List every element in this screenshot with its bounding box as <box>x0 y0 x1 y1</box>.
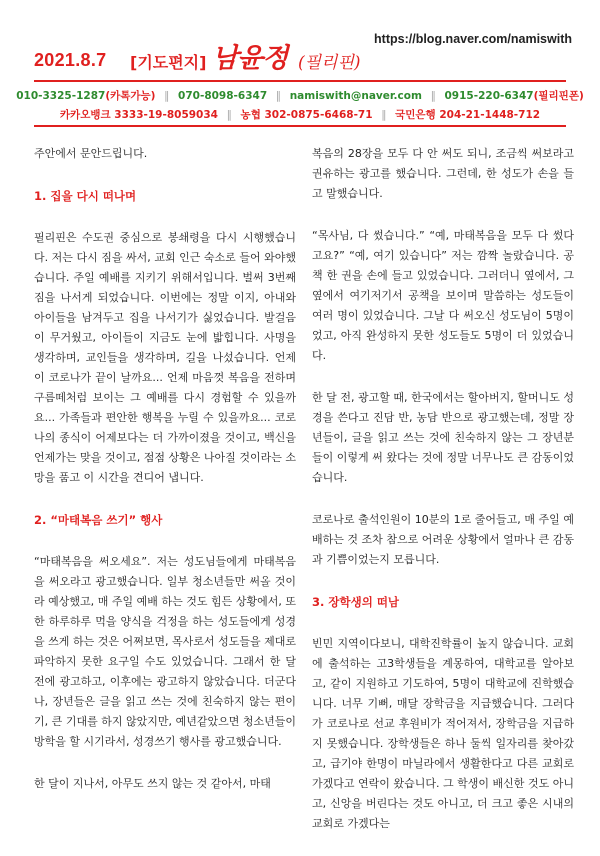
contact-row-phones <box>0 88 600 103</box>
phone-mobile: 010-3325-1287 <box>16 90 106 102</box>
separator: ‖ <box>164 90 170 102</box>
phone-philippines-note: (필리핀폰) <box>533 90 584 102</box>
separator: ‖ <box>430 90 436 102</box>
phone-philippines: 0915-220-6347 <box>444 90 534 102</box>
section-1-title: 1. 집을 다시 떠나며 <box>34 189 137 203</box>
phone-internet: 070-8098-6347 <box>178 90 268 102</box>
letter-type-tag: [기도편지] <box>130 53 207 72</box>
separator: ‖ <box>381 109 387 121</box>
bank-nonghyup: 농협 302-0875-6468-71 <box>240 109 373 121</box>
separator: ‖ <box>226 109 232 121</box>
section-3-title: 3. 장학생의 떠남 <box>312 595 400 609</box>
letter-header <box>0 0 600 132</box>
section-3-paragraph: 빈민 지역이다보니, 대학진학률이 높지 않습니다. 교회에 출석하는 고3학생들을 계몽하여, 대학교를 알아보고, 같이 지원하고 기도하여, 5명이 대학교에 진학했습니다. 너무 기뻐, 매달 장학금을 지급했습니다. 그러다가 코로나로 선교 후원비가 적어져서, 장학금을 지급하지 못했습니다. 장학생들은 하나 둘씩 일자리를 찾아갔고, 급기야 한명이 마닐라에서 생활한다고 다른 교회로 가겠다고 연락이 왔습니다. 그 학생이 배신한 것도 아니고, 신앙을 버린다는 것도 아니고, 더 크고 좋은 시내의 교회로 가겠다는 <box>312 637 574 830</box>
right-column <box>312 144 574 856</box>
contact-row-banks <box>0 107 600 122</box>
blog-url[interactable]: https://blog.naver.com/namiswith <box>374 32 572 46</box>
author-name: 남윤정 <box>212 43 288 74</box>
section-2-paragraph-6: 코로나로 출석인원이 10분의 1로 줄어들고, 매 주일 예배하는 것 조차 참으로 어려운 상황에서 얼마나 큰 감동과 기쁨이었는지 모릅니다. <box>312 513 574 566</box>
author-location: (필리핀) <box>298 53 361 73</box>
section-1-paragraph: 필리핀은 수도권 중심으로 봉쇄령을 다시 시행했습니다. 저는 다시 짐을 싸서, 교회 인근 숙소로 들어 와야했습니다. 주일 예배를 지키기 위해서입니다. 벌써 3번째 짐을 나서게 되었습니다. 이번에는 정말 이지, 아내와 아이들을 남겨두고 집을 나서기가 싫었습니다. 발걸음이 무거웠고, 아이들이 지금도 눈에 밟힙니다. 사명을 생각하며, 교인들을 생각하며, 길을 나섰습니다. 언제 이 코로나가 끝이 날까요... 언제 마음껏 복음을 전하며 구름떼처럼 보이는 그 예배를 다시 경험할 수 있을까요... 가족들과 편안한 행복을 누릴 수 있을까요... 코로나의 종식이 어제보다는 더 가까이졌을 것이고, 백신을 언제가는 맞을 것이고, 점점 상황은 나아질 것이라는 소망을 품고 이 시간을 견디어 냅니다. <box>34 231 296 484</box>
letter-date: 2021.8.7 <box>34 50 107 70</box>
section-2-paragraph-2: 한 달이 지나서, 아무도 쓰지 않는 것 같아서, 마태 <box>34 777 271 790</box>
email-address[interactable]: namiswith@naver.com <box>289 90 422 102</box>
bank-kakao: 카카오뱅크 3333-19-8059034 <box>59 109 218 121</box>
greeting: 주안에서 문안드립니다. <box>34 147 148 160</box>
header-rule-top <box>34 80 566 82</box>
section-2-paragraph-3: 복음의 28장을 모두 다 안 써도 되니, 조금씩 써보라고 권유하는 광고를 했습니다. 그런데, 한 성도가 손을 들고 말했습니다. <box>312 147 574 200</box>
bank-kookmin: 국민은행 204-21-1448-712 <box>395 109 541 121</box>
header-rule-bottom <box>34 125 566 127</box>
left-column <box>34 144 296 816</box>
section-2-paragraph-1: “마태복음을 써오세요”. 저는 성도님들에게 마태복음을 써오라고 광고했습니다. 일부 청소년들만 써올 것이라 예상했고, 매 주일 예배 하는 것도 힘든 상황에서, 또한 하루하루 먹을 양식을 걱정을 하는 성도들에게 성경을 쓰게 하는 것은 어쩌보면, 목사로서 성도들을 제대로 파악하지 못한 요구일 수도 있었습니다. 그래서 한 달 전에 광고하고, 이후에는 광고하지 않았습니다. 더군다나, 장년들은 글을 읽고 쓰는 것에 친숙하지 않는 편이기, 큰 기대를 하지 않았지만, 예년같았으면 청소년들이 방학을 할 시기라서, 성경쓰기 행사를 광고했습니다. <box>34 555 296 748</box>
section-2-title: 2. “마태복음 쓰기” 행사 <box>34 513 163 527</box>
phone-mobile-note: (카톡가능) <box>105 90 156 102</box>
section-2-paragraph-5: 한 달 전, 광고할 때, 한국에서는 할아버지, 할머니도 성경을 쓴다고 진담 반, 농담 반으로 광고했는데, 정말 장년들이, 글을 읽고 쓰는 것에 친숙하지 않는 그 장년분들이 이렇게 써 왔다는 것에 정말 너무나도 큰 감동이었습니다. <box>312 391 574 484</box>
separator: ‖ <box>275 90 282 102</box>
section-2-paragraph-4: “목사님, 다 썼습니다.” “예, 마태복음을 모두 다 썼다고요?” “예, 여기 있습니다” 저는 깜짝 놀랐습니다. 공책 한 권을 손에 들고 있었습니다. 그러더니 옆에서, 그 옆에서 여기저기서 공책을 보이며 말씀하는 성도들이 여러 명이 있었습니다. 그날 다 써오신 성도님이 5명이었고, 아직 완성하지 못한 성도들도 5명이 더 있었습니다. <box>312 229 574 362</box>
